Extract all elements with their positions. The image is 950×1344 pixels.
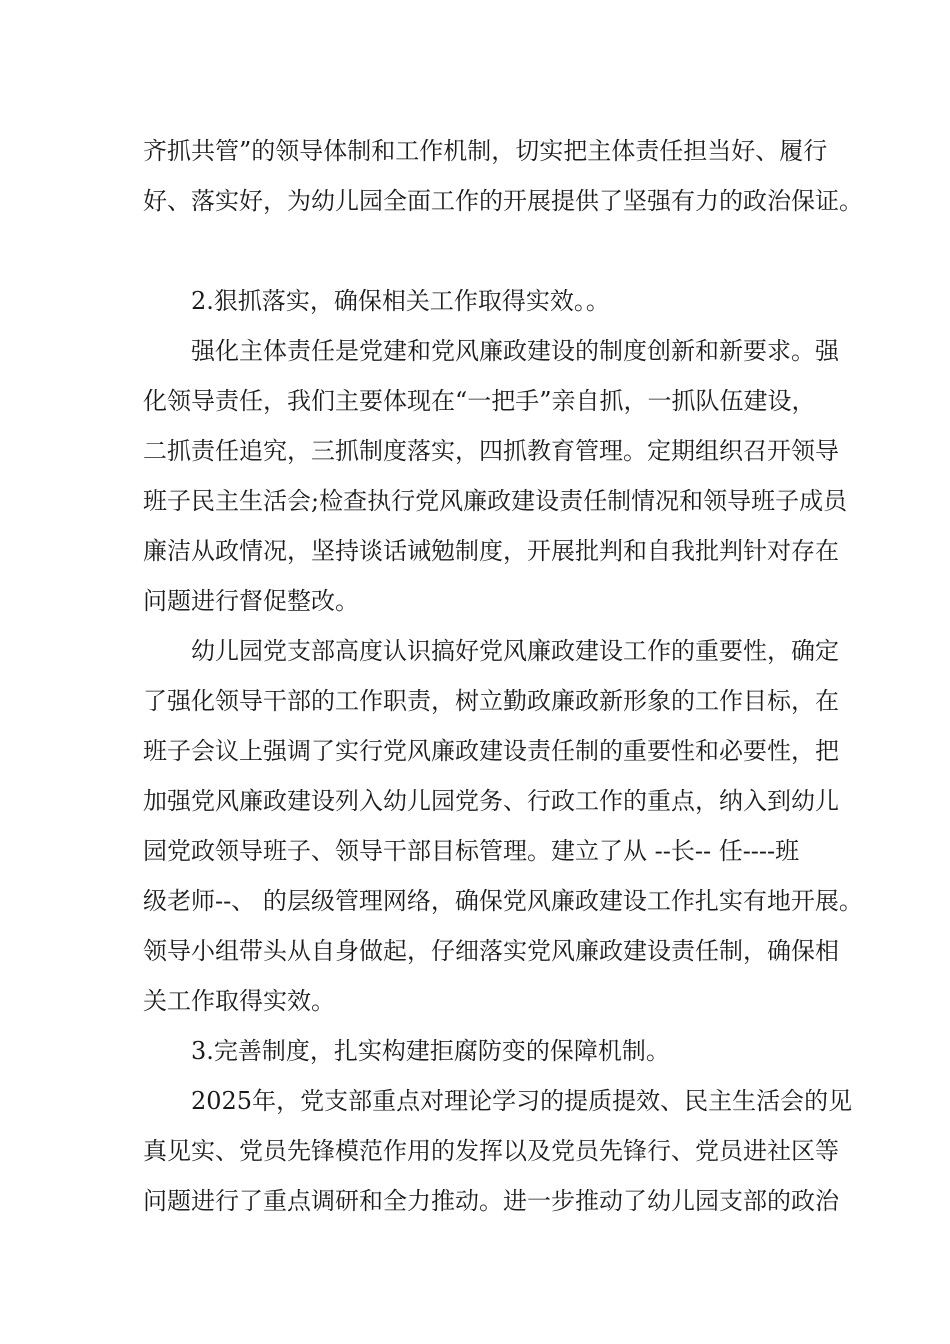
section-heading: 3.完善制度，扎实构建拒腐防变的保障机制。 bbox=[191, 1037, 670, 1065]
text-line: 班子会议上强调了实行党风廉政建设责任制的重要性和必要性，把 bbox=[143, 737, 839, 765]
text-line: 了强化领导干部的工作职责，树立勤政廉政新形象的工作目标，在 bbox=[143, 687, 839, 715]
text-line: 级老师--、 的层级管理网络，确保党风廉政建设工作扎实有地开展。 bbox=[143, 887, 863, 915]
section-heading: 2.狠抓落实，确保相关工作取得实效。。 bbox=[191, 287, 610, 315]
paragraph-start: 2025年，党支部重点对理论学习的提质提效、民主生活会的见 bbox=[191, 1087, 853, 1115]
paragraph-start: 幼儿园党支部高度认识搞好党风廉政建设工作的重要性，确定 bbox=[191, 637, 839, 665]
text-line: 化领导责任，我们主要体现在“一把手”亲自抓，一抓队伍建设， bbox=[143, 387, 816, 415]
text-line: 廉洁从政情况，坚持谈话诫勉制度，开展批判和自我批判针对存在 bbox=[143, 537, 839, 565]
paragraph-start: 强化主体责任是党建和党风廉政建设的制度创新和新要求。强 bbox=[191, 337, 839, 365]
text-line: 领导小组带头从自身做起，仔细落实党风廉政建设责任制，确保相 bbox=[143, 937, 839, 965]
text-line: 二抓责任追究，三抓制度落实，四抓教育管理。定期组织召开领导 bbox=[143, 437, 839, 465]
text-line: 问题进行了重点调研和全力推动。进一步推动了幼儿园支部的政治 bbox=[143, 1187, 839, 1215]
text-line: 关工作取得实效。 bbox=[143, 987, 335, 1015]
text-line: 齐抓共管”的领导体制和工作机制，切实把主体责任担当好、履行 bbox=[143, 137, 828, 165]
text-line: 好、落实好，为幼儿园全面工作的开展提供了坚强有力的政治保证。 bbox=[143, 187, 863, 215]
text-line: 园党政领导班子、领导干部目标管理。建立了从 --长-- 任----班 bbox=[143, 837, 800, 865]
text-line: 加强党风廉政建设列入幼儿园党务、行政工作的重点，纳入到幼儿 bbox=[143, 787, 839, 815]
text-line: 班子民主生活会;检查执行党风廉政建设责任制情况和领导班子成员 bbox=[143, 487, 848, 515]
text-line: 问题进行督促整改。 bbox=[143, 587, 359, 615]
text-line: 真见实、党员先锋模范作用的发挥以及党员先锋行、党员进社区等 bbox=[143, 1137, 839, 1165]
